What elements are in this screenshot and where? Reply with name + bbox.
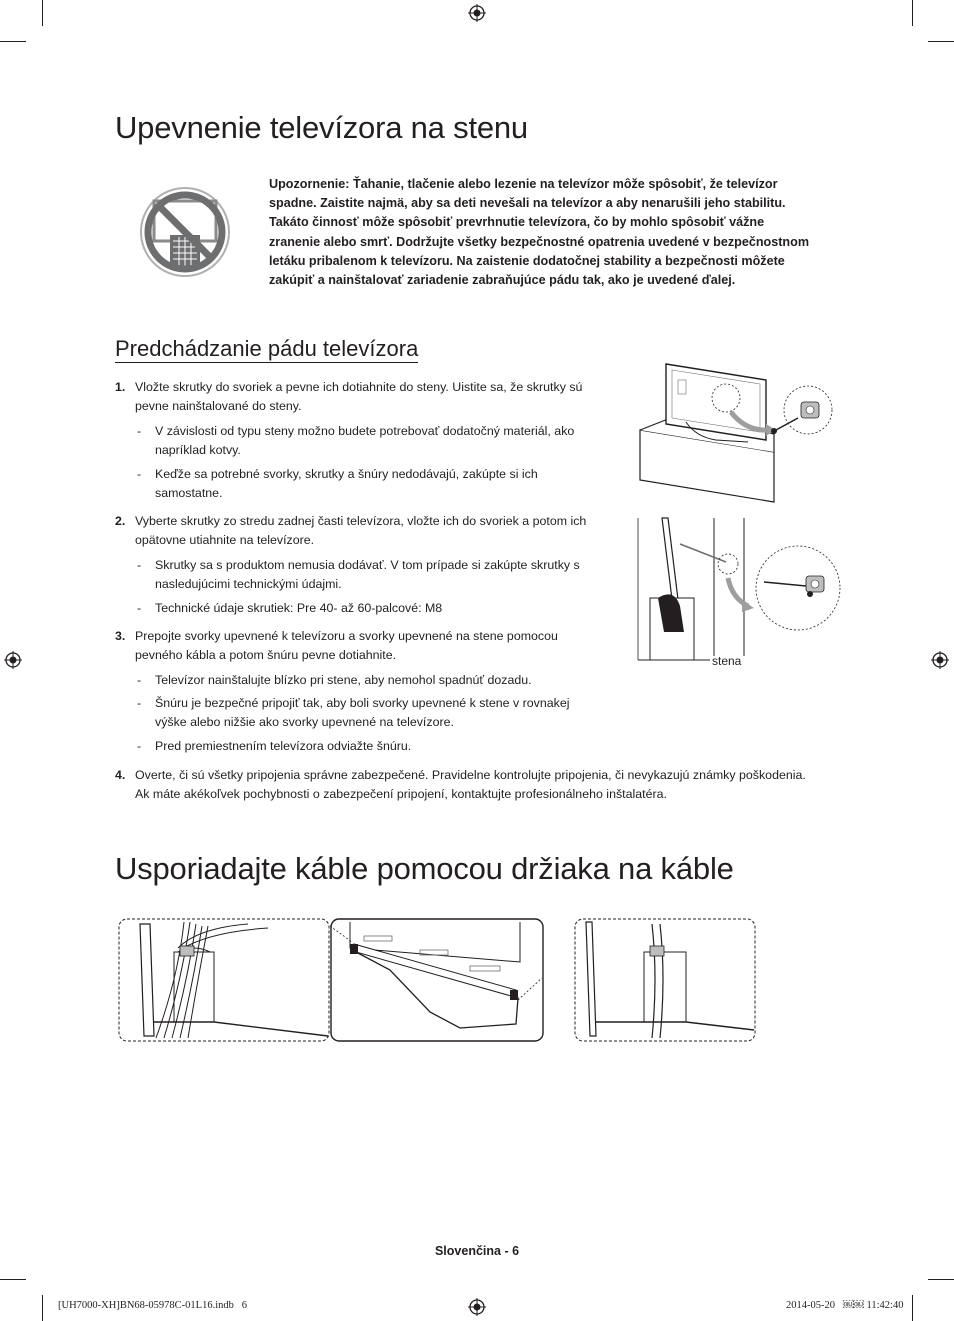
bullet-dash: - — [137, 424, 142, 438]
cable-holder-illustration-right — [574, 918, 756, 1042]
bullet-dash: - — [137, 467, 142, 481]
sub-item-text: Šnúru je bezpečné pripojiť tak, aby boli svorky upevnené k stene v rovnakej — [155, 696, 570, 710]
warning-line: letáku pribalenom k televízoru. Na zaistenie dodatočnej stability a bezpečnosti môžete — [269, 253, 785, 268]
crop-mark — [42, 0, 43, 26]
sub-item-text: výške alebo nižšie ako svorky upevnené na televízore. — [155, 715, 454, 729]
bullet-dash: - — [137, 739, 142, 753]
sub-item-text: Keďže sa potrebné svorky, skrutky a šnúry nedodávajú, zakúpte si ich — [155, 467, 538, 481]
warning-line: Takáto činnosť môže spôsobiť prevrhnutie televízora, čo by mohlo spôsobiť vážne — [269, 215, 765, 230]
bullet-dash: - — [137, 696, 142, 710]
step-text: pevného kábla a potom šnúru pevne dotiahnite. — [135, 648, 397, 662]
wall-label: stena — [712, 654, 742, 668]
cable-holder-illustration-left — [118, 918, 330, 1042]
sub-item-text: nasledujúcimi technickými údajmi. — [155, 577, 342, 591]
crop-mark — [42, 1295, 43, 1321]
sub-item-text: Technické údaje skrutiek: Pre 40- až 60-palcové: M8 — [155, 601, 443, 615]
step-text: Vložte skrutky do svoriek a pevne ich dotiahnite do steny. Uistite sa, že skrutky sú — [135, 380, 583, 394]
warning-line: zranenie alebo smrť. Dodržujte všetky bezpečnostné opatrenia uvedené v bezpečnostnom — [269, 234, 810, 249]
bullet-dash: - — [137, 673, 142, 687]
page-title: Upevnenie televízora na stenu — [115, 110, 528, 145]
sub-item-text: Televízor nainštalujte blízko pri stene, aby nemohol spadnúť dozadu. — [155, 673, 532, 687]
footer-date: 2014-05-20 ￼￼ 11:42:40 — [786, 1300, 904, 1311]
bullet-dash: - — [137, 558, 142, 572]
step-text: Ak máte akékoľvek pochybnosti o zabezpečení pripojení, kontaktujte profesionálneho inštalatéra. — [135, 787, 667, 801]
step-number: 2. — [115, 514, 126, 528]
cable-holder-illustration-center — [330, 918, 544, 1042]
crop-mark — [928, 41, 954, 42]
tv-side-wall-illustration — [636, 514, 842, 664]
step-number: 4. — [115, 768, 126, 782]
sub-item-text: samostatne. — [155, 486, 223, 500]
crop-mark — [912, 0, 913, 26]
page-number: Slovenčina - 6 — [434, 1244, 520, 1258]
step-text: opätovne utiahnite na televízore. — [135, 533, 315, 547]
bullet-dash: - — [137, 601, 142, 615]
footer-file-info: [UH7000-XH]BN68-05978C-01L16.indb 6 — [58, 1300, 247, 1311]
sub-item-text: V závislosti od typu steny možno budete potrebovať dodatočný materiál, ako — [155, 424, 575, 438]
registration-mark-icon — [468, 1298, 486, 1316]
warning-line: Upozornenie: Ťahanie, tlačenie alebo lezenie na televízor môže spôsobiť, že televízor — [269, 177, 778, 191]
crop-mark — [912, 1295, 913, 1321]
registration-mark-icon — [4, 651, 22, 669]
step-number: 1. — [115, 380, 126, 394]
warning-line: spadne. Zaistite najmä, aby sa deti nevešali na televízor a aby nenarušili jeho stabilitu. — [269, 196, 786, 211]
warning-line: zakúpiť a nainštalovať zariadenie zabraňujúce pádu tak, ako je uvedené ďalej. — [269, 273, 736, 288]
section-subtitle: Predchádzanie pádu televízora — [115, 336, 419, 361]
sub-item-text: Skrutky sa s produktom nemusia dodávať. V tom prípade si zakúpte skrutky s — [155, 558, 580, 572]
crop-mark — [0, 41, 26, 42]
sub-item-text: napríklad kotvy. — [155, 443, 241, 457]
step-text: Overte, či sú všetky pripojenia správne zabezpečené. Pravidelne kontrolujte pripojenia, či nevykazujú známky poškodenia. — [135, 768, 806, 782]
tv-back-clamp-illustration — [636, 362, 836, 504]
step-text: Prepojte svorky upevnené k televízoru a svorky upevnené na stene pomocou — [135, 629, 558, 643]
crop-mark — [0, 1279, 26, 1280]
crop-mark — [928, 1279, 954, 1280]
step-text: pevne nainštalované do steny. — [135, 399, 302, 413]
section-title-cables: Usporiadajte káble pomocou držiaka na káble — [115, 851, 734, 886]
sub-item-text: Pred premiestnením televízora odviažte šnúru. — [155, 739, 412, 753]
registration-mark-icon — [931, 651, 949, 669]
step-text: Vyberte skrutky zo stredu zadnej časti televízora, vložte ich do svoriek a potom ich — [135, 514, 587, 528]
step-number: 3. — [115, 629, 126, 643]
